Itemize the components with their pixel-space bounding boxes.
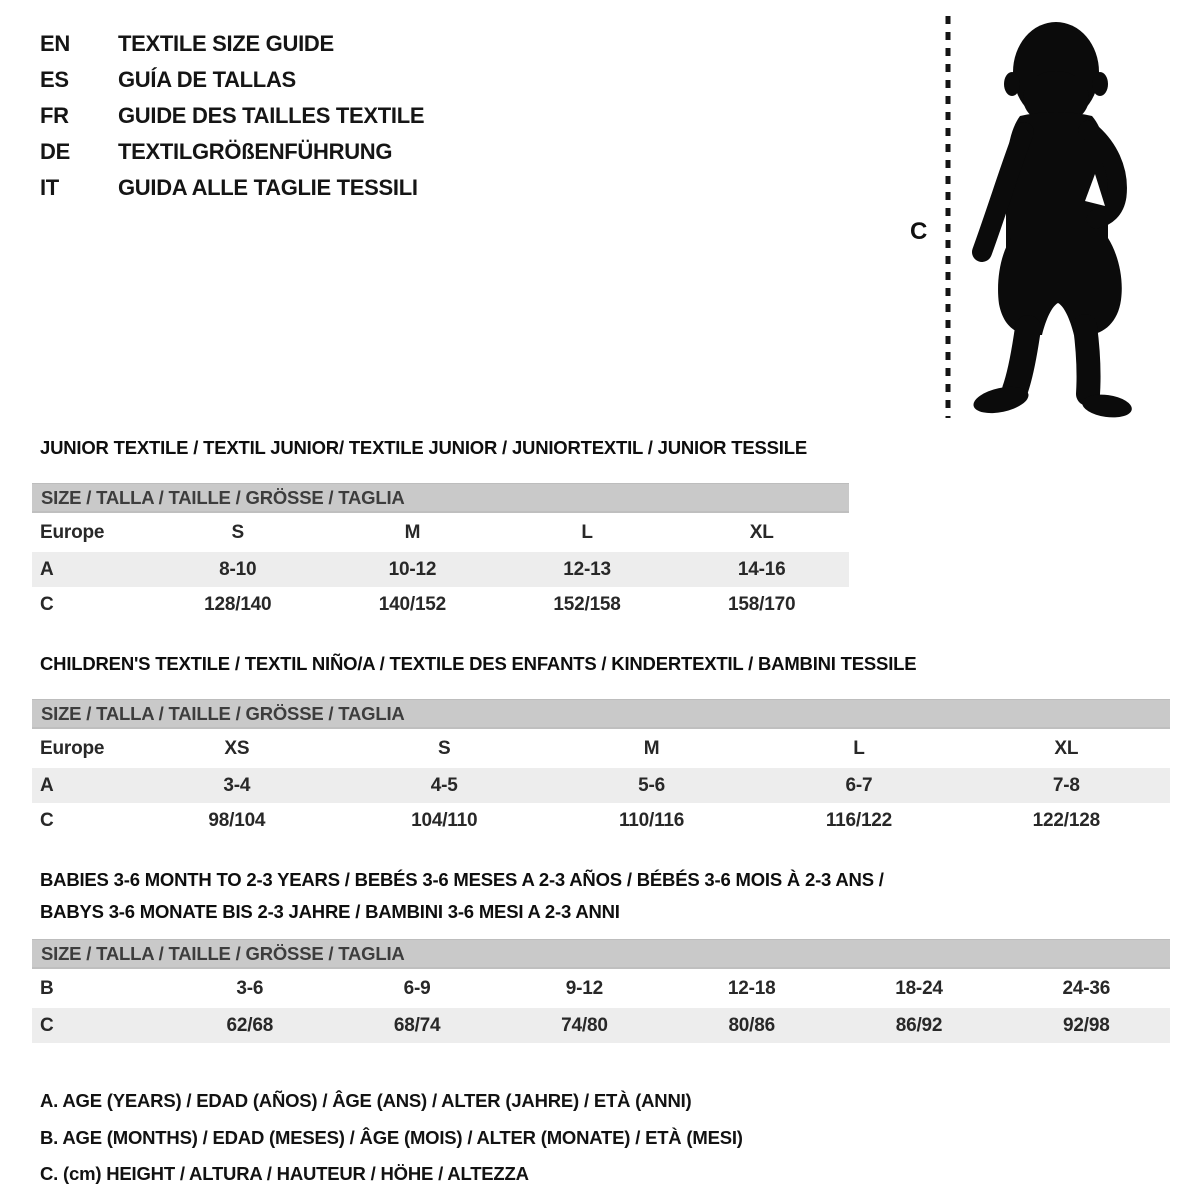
language-code: DE xyxy=(40,139,70,164)
table-row xyxy=(32,768,1170,803)
size-cell: 158/170 xyxy=(728,593,796,615)
guide-title-it: GUIDA ALLE TAGLIE TESSILI xyxy=(118,175,418,200)
children-size-table xyxy=(32,729,1170,838)
size-cell: 12-18 xyxy=(727,977,776,999)
guide-title-fr: GUIDE DES TAILLES TEXTILE xyxy=(118,103,425,128)
size-cell: 3-4 xyxy=(223,774,251,796)
size-header-bar: SIZE / TALLA / TAILLE / GRÖSSE / TAGLIA xyxy=(32,483,849,513)
size-header-bar: SIZE / TALLA / TAILLE / GRÖSSE / TAGLIA xyxy=(32,699,1170,729)
size-cell: 110/116 xyxy=(618,809,685,831)
row-label: C xyxy=(40,593,54,615)
size-cell: 12-13 xyxy=(563,558,611,580)
legend-height-cm: C. (cm) HEIGHT / ALTURA / HAUTEUR / HÖHE / ALTEZZA xyxy=(40,1163,529,1184)
babies-textile-section xyxy=(32,864,1170,1043)
size-cell: 6-7 xyxy=(845,774,873,796)
babies-section-title xyxy=(40,864,1170,928)
table-row xyxy=(32,552,849,587)
size-cell: 140/152 xyxy=(378,593,447,615)
size-cell: XL xyxy=(749,521,774,543)
legend-age-months: B. AGE (MONTHS) / EDAD (MESES) / ÂGE (MOIS) / ALTER (MONATE) / ETÀ (MESI) xyxy=(40,1126,743,1148)
size-cell: 104/110 xyxy=(411,809,478,831)
size-cell: L xyxy=(581,521,593,543)
junior-section-title xyxy=(40,436,849,460)
children-textile-section xyxy=(32,652,1170,838)
row-label: B xyxy=(40,977,54,999)
size-cell: XL xyxy=(1054,737,1079,759)
size-cell: 10-12 xyxy=(388,558,437,580)
size-cell: 8-10 xyxy=(219,558,257,580)
babies-section-title-line1: BABIES 3-6 MONTH TO 2-3 YEARS / BEBÉS 3-6 MESES A 2-3 AÑOS / BÉBÉS 3-6 MOIS À 2-3 ANS / xyxy=(40,869,884,890)
children-section-title xyxy=(40,652,1170,676)
babies-section-title-line2: BABYS 3-6 MONATE BIS 2-3 JAHRE / BAMBINI 3-6 MESI A 2-3 ANNI xyxy=(40,901,620,922)
language-code: FR xyxy=(40,103,69,128)
language-code: IT xyxy=(40,175,59,200)
size-cell: 18-24 xyxy=(895,977,943,999)
junior-textile-section xyxy=(32,436,849,622)
guide-title-de: TEXTILGRÖßENFÜHRUNG xyxy=(118,139,393,164)
row-label: C xyxy=(40,809,54,831)
size-cell: 116/122 xyxy=(825,809,893,831)
size-cell: 122/128 xyxy=(1032,809,1100,831)
language-code: EN xyxy=(40,31,70,56)
size-cell: 14-16 xyxy=(737,558,786,580)
size-cell: S xyxy=(437,737,451,759)
height-label-c: C xyxy=(910,218,928,245)
row-label: A xyxy=(40,558,54,580)
table-row xyxy=(32,803,1170,838)
size-cell: 152/158 xyxy=(553,593,621,615)
size-cell: 74/80 xyxy=(561,1014,608,1036)
size-header-bar: SIZE / TALLA / TAILLE / GRÖSSE / TAGLIA xyxy=(32,939,1170,969)
size-cell: 3-6 xyxy=(236,977,264,999)
size-cell: 24-36 xyxy=(1062,977,1111,999)
table-row xyxy=(32,587,849,622)
table-row xyxy=(32,1008,1170,1043)
height-figure xyxy=(898,12,1160,426)
size-cell: 92/98 xyxy=(1063,1014,1110,1036)
guide-title-es: GUÍA DE TALLAS xyxy=(118,67,296,92)
row-label: A xyxy=(40,774,54,796)
size-cell: M xyxy=(404,521,421,543)
size-cell: 5-6 xyxy=(638,774,665,796)
size-cell: 128/140 xyxy=(204,593,272,615)
size-cell: 80/86 xyxy=(728,1014,775,1036)
table-row xyxy=(32,969,1170,1008)
size-cell: 98/104 xyxy=(208,809,266,831)
size-cell: S xyxy=(231,521,245,543)
size-cell: L xyxy=(853,737,865,759)
size-cell: 4-5 xyxy=(430,774,458,796)
junior-size-table xyxy=(32,513,849,622)
size-cell: 62/68 xyxy=(226,1014,274,1036)
toddler-silhouette-icon xyxy=(970,20,1138,420)
size-cell: 6-9 xyxy=(403,977,431,999)
table-row xyxy=(32,513,849,552)
height-measure-dashed-line xyxy=(944,14,952,420)
legend-block xyxy=(40,1083,1200,1193)
size-cell: 86/92 xyxy=(895,1014,943,1036)
children-section-title-line1: CHILDREN'S TEXTILE / TEXTIL NIÑO/A / TEXTILE DES ENFANTS / KINDERTEXTIL / BAMBINI TESSILE xyxy=(40,653,917,674)
size-cell: M xyxy=(643,737,660,759)
size-cell: 68/74 xyxy=(393,1014,441,1036)
row-label: Europe xyxy=(40,737,105,759)
junior-section-title-line1: JUNIOR TEXTILE / TEXTIL JUNIOR/ TEXTILE JUNIOR / JUNIORTEXTIL / JUNIOR TESSILE xyxy=(40,437,807,458)
guide-title-en: TEXTILE SIZE GUIDE xyxy=(118,31,334,56)
size-cell: 9-12 xyxy=(565,977,604,999)
size-cell: XS xyxy=(224,737,250,759)
legend-age-years: A. AGE (YEARS) / EDAD (AÑOS) / ÂGE (ANS) / ALTER (JAHRE) / ETÀ (ANNI) xyxy=(40,1090,692,1111)
babies-size-table xyxy=(32,969,1170,1043)
language-code: ES xyxy=(40,67,69,92)
size-cell: 7-8 xyxy=(1052,774,1080,796)
row-label: Europe xyxy=(40,521,105,543)
table-row xyxy=(32,729,1170,768)
row-label: C xyxy=(40,1014,54,1036)
